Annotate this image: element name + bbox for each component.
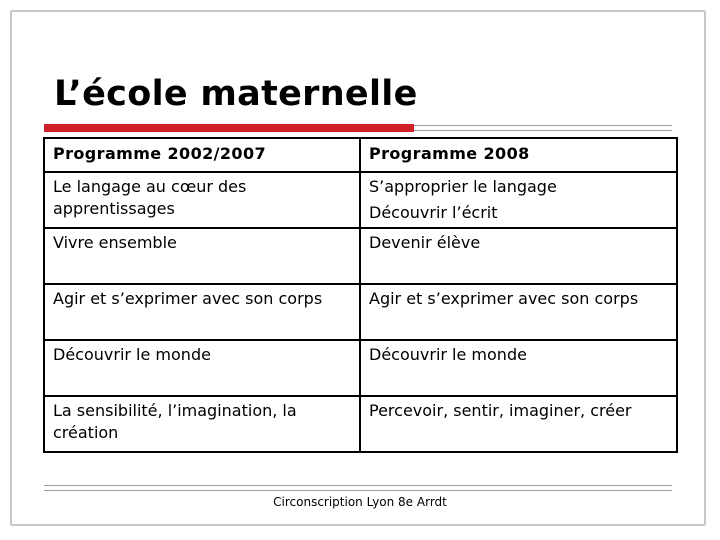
cell-text: La sensibilité, l’imagination, la création — [53, 401, 297, 442]
table-row — [44, 340, 677, 396]
table-cell-old — [44, 284, 360, 340]
cell-text: Percevoir, sentir, imaginer, créer — [369, 401, 632, 420]
cell-text: Agir et s’exprimer avec son corps — [369, 289, 639, 308]
table-cell-new — [360, 228, 677, 284]
slide-footer: Circonscription Lyon 8e Arrdt — [273, 495, 447, 509]
table-cell-old — [44, 172, 360, 228]
title-rule-line — [414, 125, 672, 126]
table-cell-new — [360, 172, 677, 228]
cell-text: Devenir élève — [369, 233, 481, 252]
header-programme-2008: Programme 2008 — [360, 138, 677, 172]
title-accent-bar — [44, 124, 414, 132]
table-row — [44, 172, 677, 228]
slide-title: L’école maternelle — [54, 74, 418, 114]
table-row — [44, 228, 677, 284]
cell-text: Vivre ensemble — [53, 233, 177, 252]
table-cell-new — [360, 396, 677, 452]
cell-text: Découvrir le monde — [53, 345, 211, 364]
cell-text: Agir et s’exprimer avec son corps — [53, 289, 323, 308]
table-cell-old — [44, 228, 360, 284]
table-cell-new — [360, 284, 677, 340]
table-header-row — [44, 138, 677, 172]
table-cell-old — [44, 396, 360, 452]
cell-text: Découvrir le monde — [369, 345, 527, 364]
cell-text: S’approprier le langage — [369, 177, 557, 196]
table-row — [44, 284, 677, 340]
programme-comparison-table — [43, 137, 678, 453]
header-programme-2002-2007: Programme 2002/2007 — [44, 138, 360, 172]
footer-rule-line-lower — [44, 490, 672, 491]
table-row — [44, 396, 677, 452]
cell-text: Le langage au cœur des apprentissages — [53, 177, 247, 218]
footer-rule-line — [44, 485, 672, 486]
table-cell-old — [44, 340, 360, 396]
table-cell-new — [360, 340, 677, 396]
cell-text: Découvrir l’écrit — [369, 203, 498, 222]
title-rule-line-lower — [414, 130, 672, 131]
